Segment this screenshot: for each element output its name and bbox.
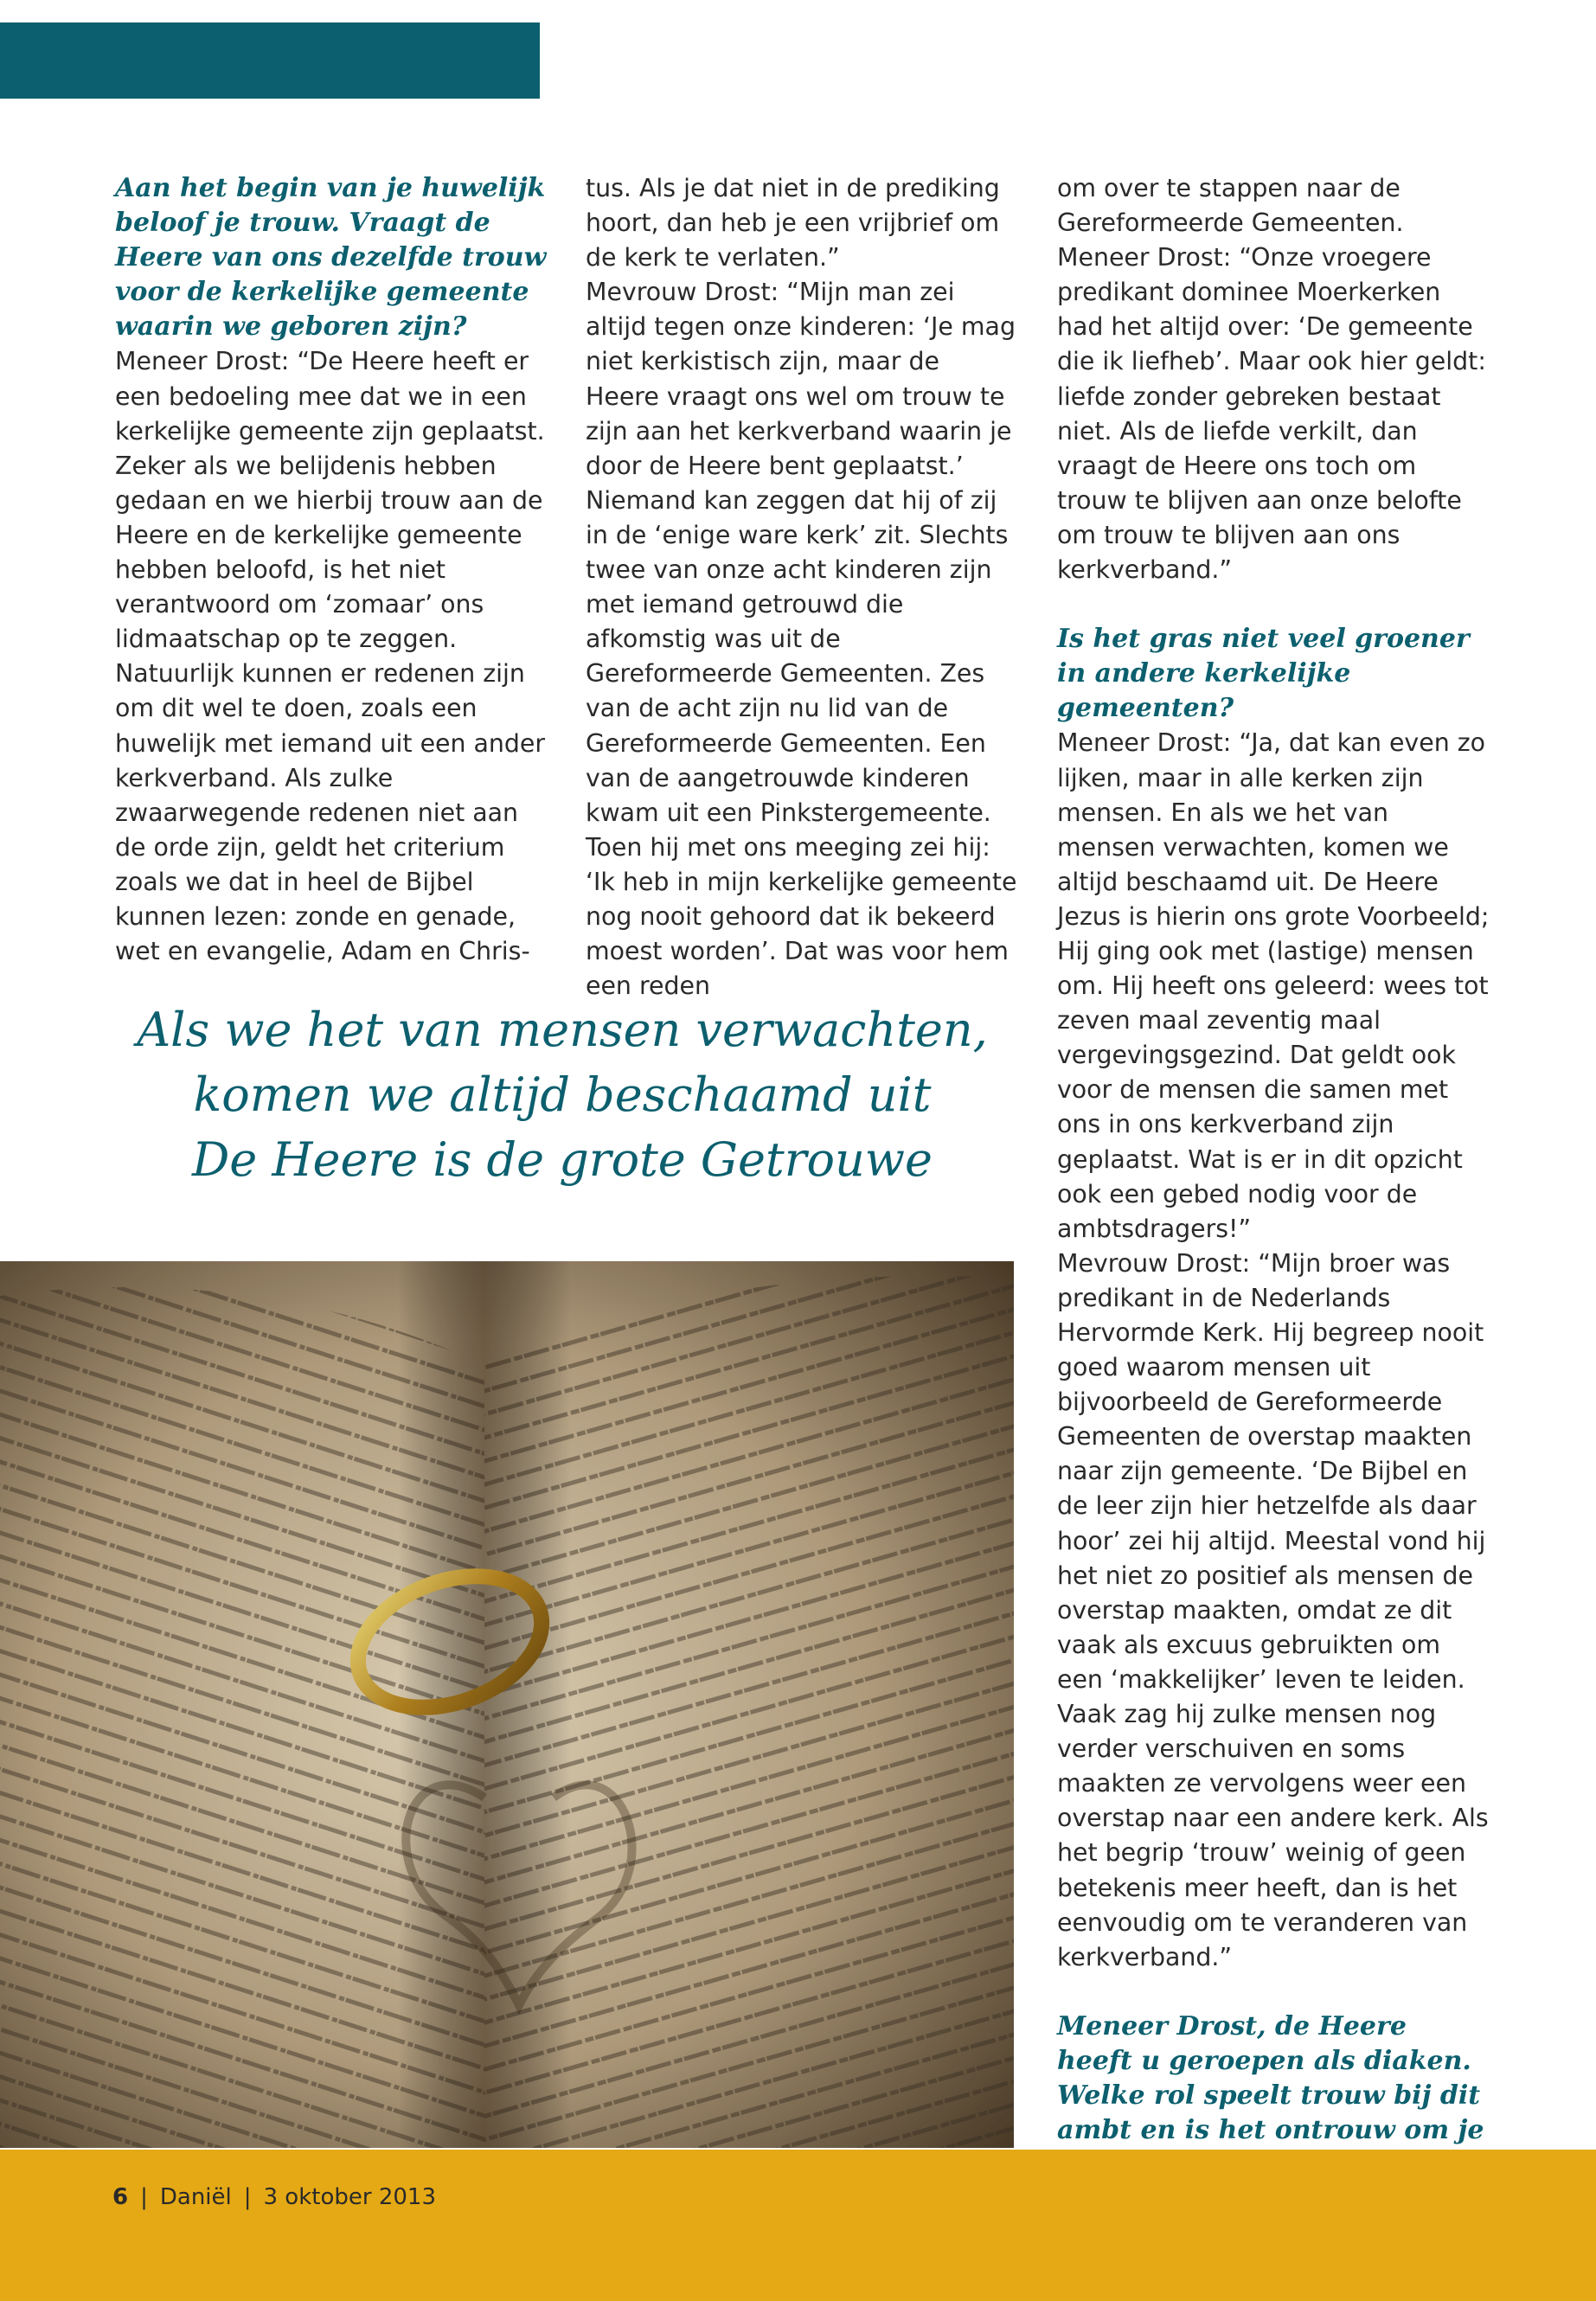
interview-question-1: Aan het begin van je huwelijk beloof je trouw. Vraagt de Heere van ons dezelfde trouw voor de kerkelijke gemeente waarin we geboren zijn? — [115, 173, 547, 343]
body-paragraph: Meneer Drost: “Onze vroegere predikant dominee Moerkerken had het altijd over: ‘De gemeente die ik liefheb’. Maar ook hier geldt: liefde zonder gebreken bestaat niet. Als de liefde verkilt, dan vraagt de Heere ons toch om trouw te blijven aan onze belofte om trouw te blijven aan ons kerkverband.” — [1057, 243, 1486, 585]
pull-quote-line: komen we altijd beschaamd uit — [193, 1067, 932, 1122]
body-paragraph: Mevrouw Drost: “Mijn man zei altijd tegen onze kinderen: ‘Je mag niet kerkistisch zijn, maar de Heere vraagt ons wel om trouw te zijn aan het kerkverband waarin je door de Heere bent geplaatst.’ Niemand kan zeggen dat hij of zij in de ‘enige ware kerk’ zit. Slechts twee van onze acht kinderen zijn met iemand getrouwd die afkomstig was uit de Gereformeerde Gemeenten. Zes van de acht zijn nu lid van de Gereformeerde Gemeenten. Een van de aangetrouwde kinderen kwam uit een Pinkstergemeente. Toen hij met ons meeging zei hij: ‘Ik heb in mijn kerkelijke gemeente nog nooit gehoord dat ik bekeerd moest worden’. Dat was voor hem een reden — [586, 278, 1017, 1001]
header-color-bar — [0, 22, 540, 99]
bible-ring-photo — [0, 1261, 1014, 2148]
issue-date: 3 oktober 2013 — [263, 2184, 436, 2210]
body-paragraph: Meneer Drost: “De Heere heeft er een bedoeling mee dat we in een kerkelijke gemeente zijn geplaatst. Zeker als we belijdenis hebben gedaan en we hierbij trouw aan de Heere en de kerkelijke gemeente hebben beloofd, is het niet verantwoord om ‘zomaar’ ons lidmaatschap op te zeggen. Natuurlijk kunnen er redenen zijn om dit wel te doen, zoals een huwelijk met iemand uit een ander kerkverband. Als zulke zwaarwegende redenen niet aan de orde zijn, geldt het criterium zoals we dat in heel de Bijbel kunnen lezen: zonde en genade, wet en evangelie, Adam en Chris- — [115, 347, 546, 966]
footer-bar — [0, 2150, 1596, 2301]
body-paragraph: om over te stappen naar de Gereformeerde Gemeenten. — [1057, 174, 1404, 238]
pull-quote — [112, 997, 1012, 1192]
interview-question-2: Is het gras niet veel groener in andere kerkelijke gemeenten? — [1057, 624, 1470, 724]
body-paragraph: tus. Als je dat niet in de prediking hoort, dan heb je een vrijbrief om de kerk te verlaten.” — [586, 174, 1000, 272]
interview-question-3: Meneer Drost, de Heere heeft u geroepen als diaken. Welke rol speelt trouw bij dit ambt en is het ontrouw om je — [1057, 2010, 1484, 2146]
page-number: 6 — [112, 2184, 129, 2210]
article-column-2 — [586, 171, 1018, 1003]
body-paragraph: Meneer Drost: “Ja, dat kan even zo lijken, maar in alle kerken zijn mensen. En als we het van mensen verwachten, komen we altijd beschaamd uit. De Heere Jezus is hierin ons grote Voorbeeld; Hij ging ook met (lastige) mensen om. Hij heeft ons geleerd: wees tot zeven maal zeventig maal vergevingsgezind. Dat geldt ook voor de mensen die samen met ons in ons kerkverband zijn geplaatst. Wat is er in dit opzicht ook een gebed nodig voor de ambtsdragers!” — [1057, 728, 1490, 1243]
article-column-1 — [115, 171, 548, 969]
footer-info: 6 | Daniël | 3 oktober 2013 — [112, 2184, 436, 2210]
pull-quote-line: De Heere is de grote Getrouwe — [192, 1132, 933, 1187]
article-column-3 — [1057, 171, 1490, 2252]
magazine-name: Daniël — [159, 2184, 232, 2210]
body-paragraph: Mevrouw Drost: “Mijn broer was predikant in de Nederlands Hervormde Kerk. Hij begreep nooit goed waarom mensen uit bijvoorbeeld de Gereformeerde Gemeenten de overstap maakten naar zijn gemeente. ‘De Bijbel en de leer zijn hier hetzelfde als daar hoor’ zei hij altijd. Meestal vond hij het niet zo positief als mensen de overstap maakten, omdat ze dit vaak als excuus gebruikten om een ‘makkelijker’ leven te leiden. Vaak zag hij zulke mensen nog verder verschuiven en soms maakten ze vervolgens weer een overstap naar een andere kerk. Als het begrip ‘trouw’ weinig of geen betekenis meer heeft, dan is het eenvoudig om te veranderen van kerkverband.” — [1057, 1248, 1489, 1971]
pull-quote-line: Als we het van mensen verwachten, — [137, 1003, 988, 1057]
